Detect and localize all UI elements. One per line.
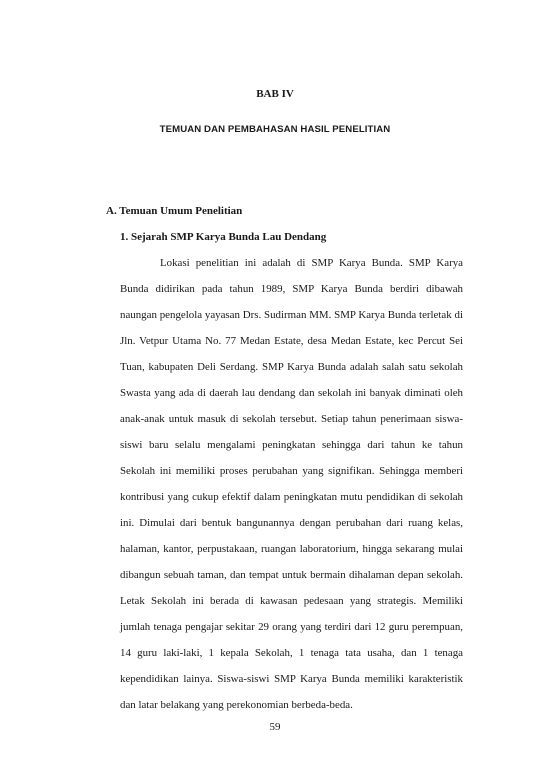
body-paragraph: Lokasi penelitian ini adalah di SMP Karya Bunda. SMP Karya Bunda didirikan pada tahun 1989, SMP Karya Bunda berdiri dibawah naungan pengelola yayasan Drs. Sudirman MM. SMP Karya Bunda terletak di Jln. Vetpur Utama No. 77 Medan Estate, desa Medan Estate, kec Percut Sei Tuan, kabupaten Deli Serdang. SMP Karya Bunda adalah salah satu sekolah Swasta yang ada di daerah lau dendang dan sekolah ini banyak diminati oleh anak-anak untuk masuk di sekolah tersebut. Setiap tahun penerimaan siswa-siswi baru selalu mengalami peningkatan sehingga dari tahun ke tahun Sekolah ini memiliki proses perubahan yang signifikan. Sehingga memberi kontribusi yang cukup efektif dalam peningkatan mutu pendidikan di sekolah ini. Dimulai dari bentuk bangunannya dengan perubahan dari ruang kelas, halaman, kantor, perpustakaan, ruangan laboratorium, hingga sekarang mulai dibangun sebuah taman, dan tempat untuk bermain dihalaman depan sekolah. Letak Sekolah ini berada di kawasan pedesaan yang strategis. Memiliki jumlah tenaga pengajar sekitar 29 orang yang terdiri dari 12 guru perempuan, 14 guru laki-laki, 1 kepala Sekolah, 1 tenaga tata usaha, dan 1 tenaga kependidikan lainya. Siswa-siswi SMP Karya Bunda memiliki karakteristik dan latar belakang yang perekonomian berbeda-beda. — [120, 257, 463, 711]
chapter-title: TEMUAN DAN PEMBAHASAN HASIL PENELITIAN — [159, 124, 391, 135]
sub-heading: 1. Sejarah SMP Karya Bunda Lau Dendang — [120, 231, 327, 243]
page-number: 59 — [269, 721, 281, 733]
section-heading: A. Temuan Umum Penelitian — [106, 205, 243, 217]
chapter-number: BAB IV — [256, 88, 294, 100]
